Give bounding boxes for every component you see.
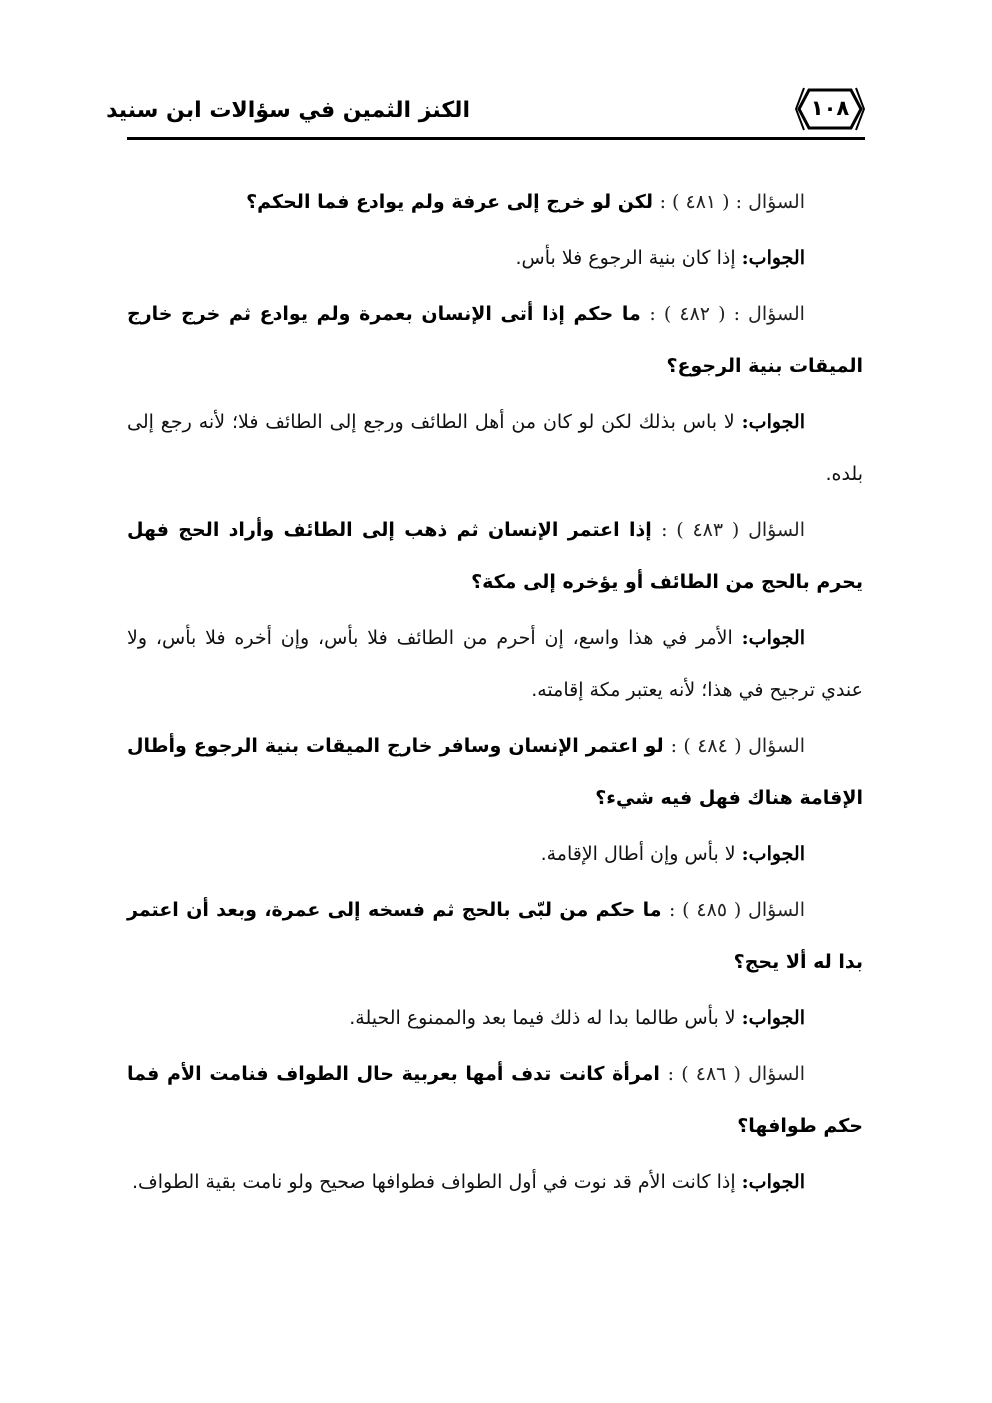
question-text: لكن لو خرج إلى عرفة ولم يوادع فما الحكم؟ [246, 191, 660, 213]
answer-text: الأمر في هذا واسع، إن أحرم من الطائف فلا بأس، وإن أخره فلا بأس، ولا عندي ترجيح في هذا؛ لأنه يعتبر مكة إقامته. [127, 627, 863, 701]
question-label: السؤال : ( ٤٨٢ ) : [649, 303, 805, 325]
answer-481 [127, 232, 863, 284]
answer-483 [127, 612, 863, 716]
page-header [106, 86, 865, 138]
question-481 [127, 176, 863, 228]
answer-485 [127, 992, 863, 1044]
page-number: ١٠٨ [810, 96, 850, 120]
qa-content [127, 176, 863, 1212]
question-486 [127, 1048, 863, 1152]
answer-484 [127, 828, 863, 880]
answer-label: الجواب: [741, 627, 805, 649]
question-484 [127, 720, 863, 824]
question-text: ما حكم إذا أتى الإنسان بعمرة ولم يوادع ثم خرج خارج الميقات بنية الرجوع؟ [127, 303, 863, 377]
answer-label: الجواب: [741, 1007, 805, 1029]
answer-label: الجواب: [741, 247, 805, 269]
answer-label: الجواب: [741, 843, 805, 865]
answer-label: الجواب: [741, 1171, 805, 1193]
answer-486 [127, 1156, 863, 1208]
question-label: السؤال ( ٤٨٣ ) : [661, 519, 805, 541]
answer-text: لا باس بذلك لكن لو كان من أهل الطائف ورجع إلى الطائف فلا؛ لأنه رجع إلى بلده. [127, 411, 863, 485]
question-text: لو اعتمر الإنسان وسافر خارج الميقات بنية الرجوع وأطال الإقامة هناك فهل فيه شيء؟ [127, 735, 863, 809]
question-label: السؤال ( ٤٨٤ ) : [670, 735, 805, 757]
question-483 [127, 504, 863, 608]
question-label: السؤال ( ٤٨٦ ) : [667, 1063, 805, 1085]
question-text: ما حكم من لبّى بالحج ثم فسخه إلى عمرة، وبعد أن اعتمر بدا له ألا يحج؟ [127, 899, 863, 973]
answer-text: إذا كانت الأم قد نوت في أول الطواف فطوافها صحيح ولو نامت بقية الطواف. [131, 1171, 742, 1193]
question-text: امرأة كانت تدف أمها بعربية حال الطواف فنامت الأم فما حكم طوافها؟ [127, 1063, 863, 1137]
page-number-badge [795, 86, 865, 132]
answer-text: لا بأس طالما بدا له ذلك فيما بعد والممنوع الحيلة. [349, 1007, 742, 1029]
answer-label: الجواب: [741, 411, 805, 433]
answer-text: لا بأس وإن أطال الإقامة. [540, 843, 742, 865]
question-label: السؤال : ( ٤٨١ ) : [659, 191, 805, 213]
book-title: الكنز الثمين في سؤالات ابن سنيد [106, 98, 470, 123]
question-485 [127, 884, 863, 988]
answer-text: إذا كان بنية الرجوع فلا بأس. [515, 247, 742, 269]
question-text: إذا اعتمر الإنسان ثم ذهب إلى الطائف وأراد الحج فهل يحرم بالحج من الطائف أو يؤخره إلى مكة؟ [127, 519, 863, 593]
question-label: السؤال ( ٤٨٥ ) : [668, 899, 805, 921]
header-rule [127, 137, 865, 140]
question-482 [127, 288, 863, 392]
answer-482 [127, 396, 863, 500]
